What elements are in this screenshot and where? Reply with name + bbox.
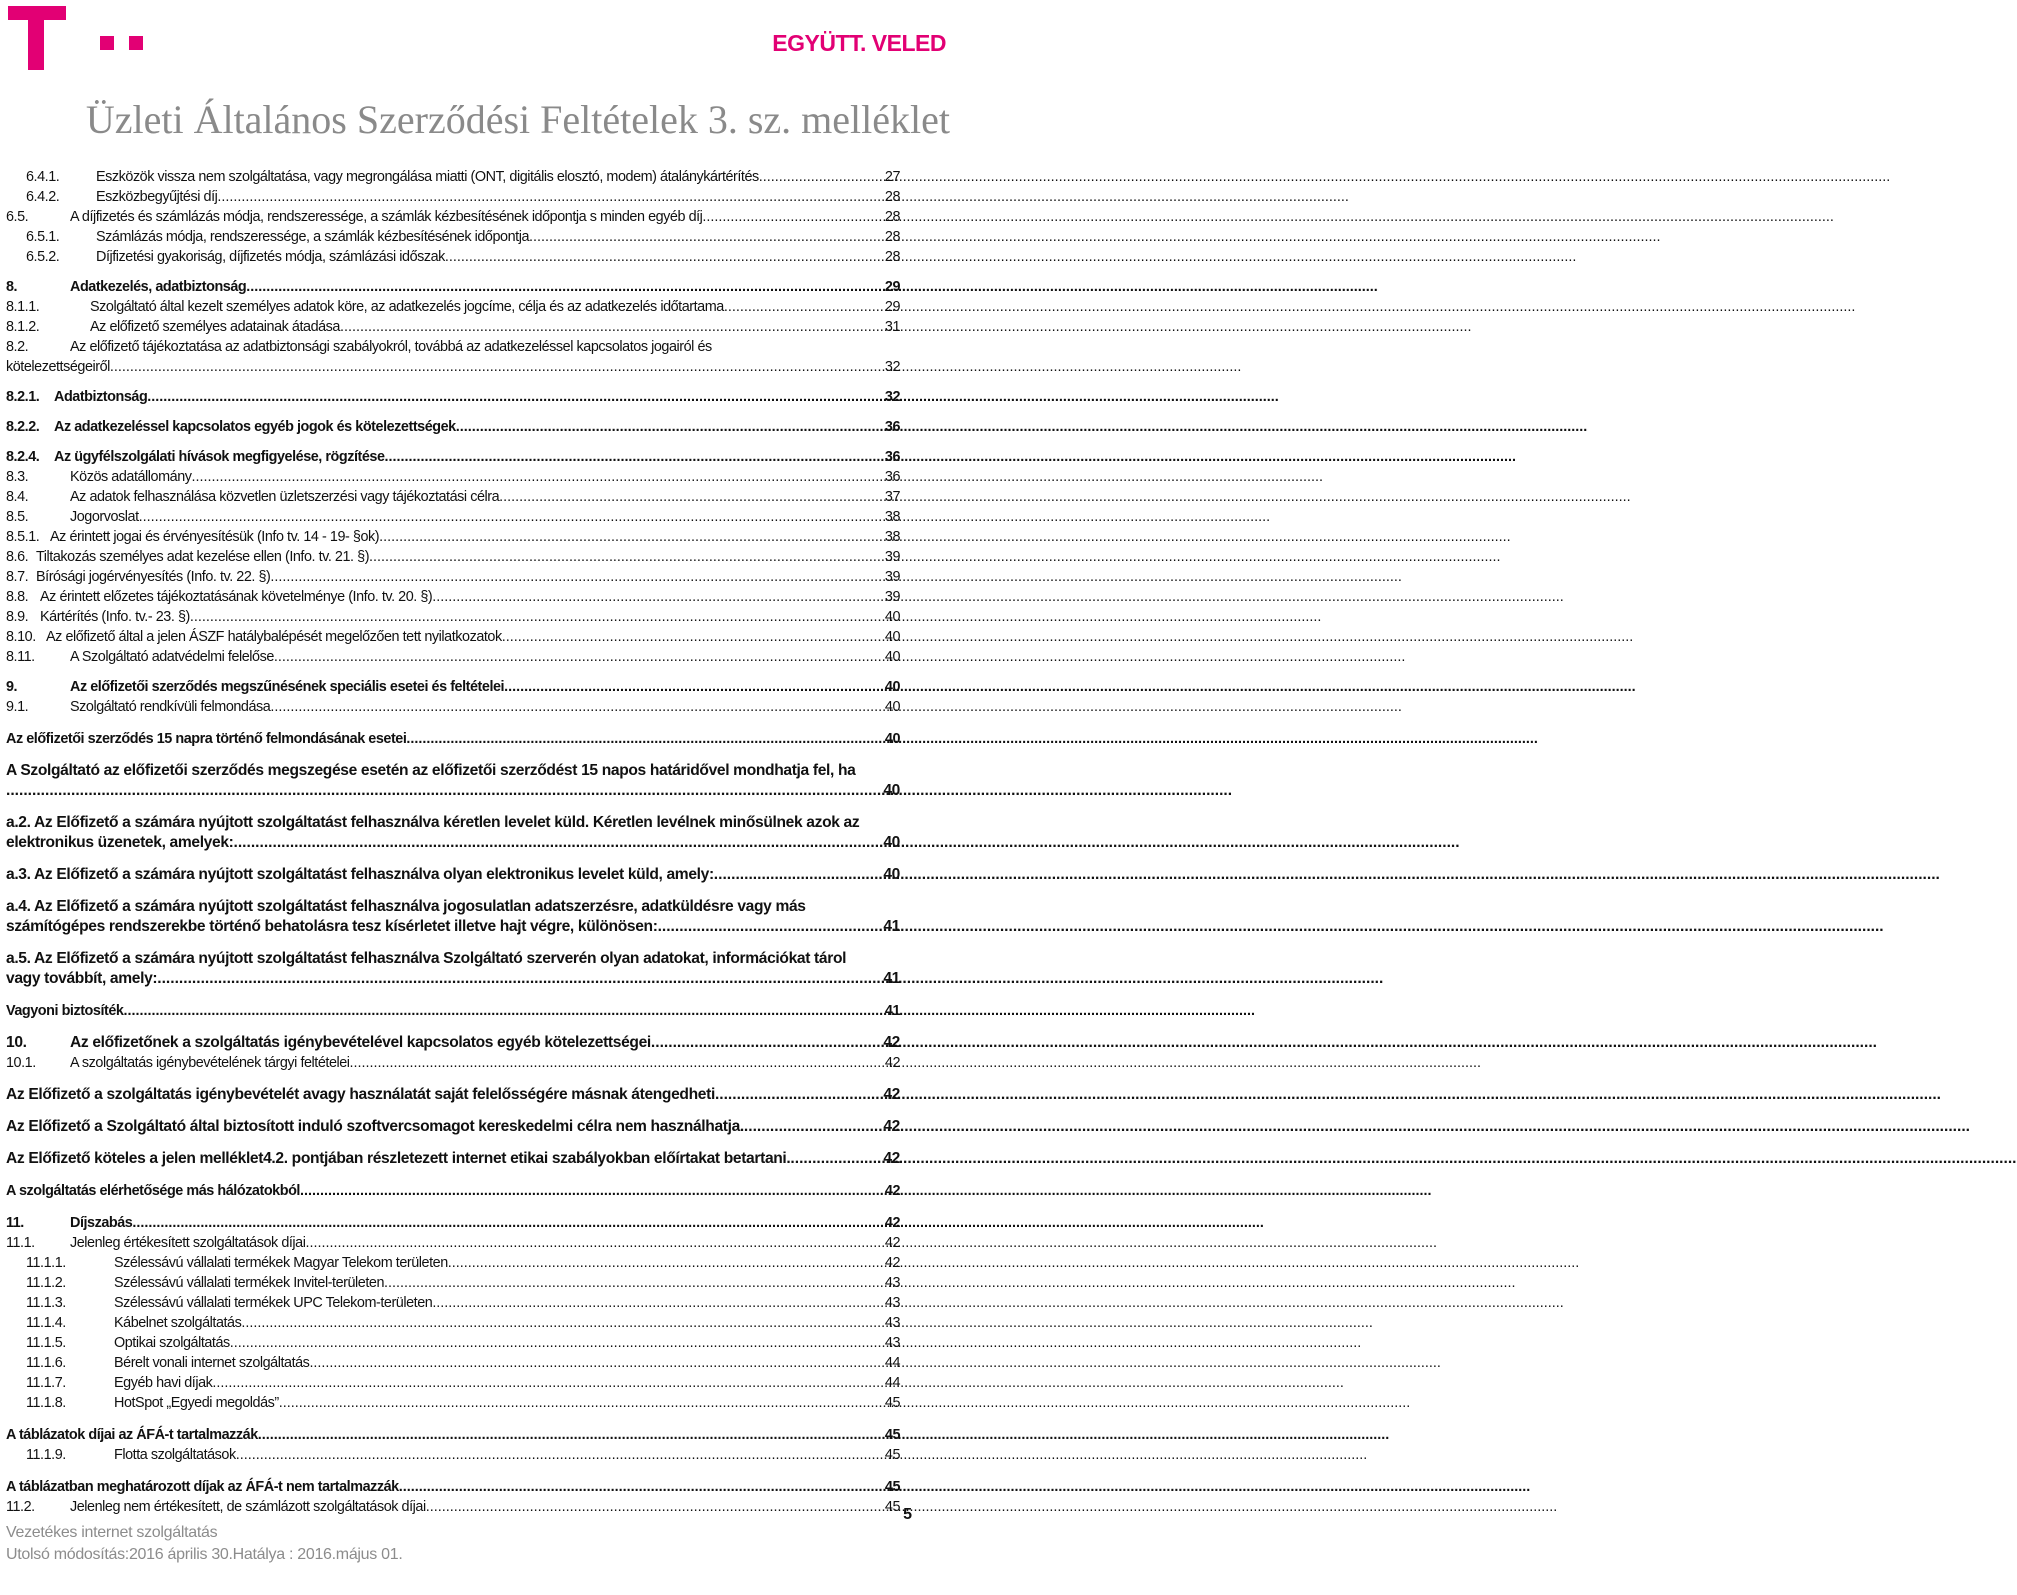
- toc-entry-page: 28: [884, 209, 900, 225]
- toc-entry-number: 9.1.: [6, 699, 29, 715]
- toc-entry-number: 11.2.: [6, 1499, 35, 1515]
- toc-entry-page: 31: [884, 319, 900, 335]
- toc-dot-leader: [406, 729, 883, 749]
- toc-entry-page: 41: [883, 918, 900, 935]
- toc-dot-leader: [448, 1253, 884, 1273]
- toc-entry-page: 40: [884, 649, 900, 665]
- toc-entry-number: 8.2.: [6, 339, 29, 355]
- toc-entry-title-continued: kötelezettségeiről: [6, 359, 110, 375]
- toc-entry[interactable]: [6, 949, 900, 989]
- toc-entry-title: Az Előfizető a Szolgáltató által biztosított induló szoftvercsomagot kereskedelmi célra nem használhatja.: [6, 1118, 744, 1135]
- toc-entry-title: Díjszabás: [70, 1215, 133, 1231]
- toc-entry[interactable]: [6, 1085, 900, 1105]
- toc-entry[interactable]: [6, 227, 900, 247]
- toc-entry-page: 42: [883, 1034, 900, 1051]
- toc-dot-leader: [790, 1149, 882, 1169]
- toc-entry[interactable]: [6, 1393, 900, 1413]
- toc-entry[interactable]: [6, 1373, 900, 1393]
- toc-entry-title: Az érintett jogai és érvényesítésük (Info tv. 14 - 19- §ok): [50, 529, 380, 545]
- toc-entry-number: 9.: [6, 679, 18, 695]
- toc-entry-title: A táblázatban meghatározott díjak az ÁFÁ-t nem tartalmazzák: [6, 1479, 399, 1495]
- toc-entry-number: 6.4.2.: [26, 189, 60, 205]
- toc-entry-page: 45: [884, 1447, 900, 1463]
- toc-dot-leader: [456, 417, 884, 437]
- toc-entry[interactable]: [6, 1353, 900, 1373]
- toc-dot-leader: [270, 697, 884, 717]
- toc-entry[interactable]: [6, 1273, 900, 1293]
- toc-entry[interactable]: [6, 1293, 900, 1313]
- toc-entry-number: 8.1.1.: [6, 299, 40, 315]
- toc-entry-page: 39: [884, 569, 900, 585]
- toc-entry-number: 11.1.1.: [26, 1255, 66, 1271]
- toc-dot-leader: [241, 1313, 884, 1333]
- toc-dot-leader: [234, 833, 883, 853]
- toc-entry-number: 10.1.: [6, 1055, 36, 1071]
- toc-dot-leader: [274, 647, 884, 667]
- toc-dot-leader: [399, 1477, 884, 1497]
- toc-entry-title: A szolgáltatás elérhetősége más hálózatokból: [6, 1183, 300, 1199]
- toc-entry-page: 41: [883, 970, 900, 987]
- toc-entry[interactable]: [6, 587, 900, 607]
- toc-dot-leader: [658, 917, 883, 937]
- toc-entry-number: 6.5.2.: [26, 249, 60, 265]
- toc-entry-page: 28: [884, 229, 900, 245]
- toc-entry-title: Egyéb havi díjak: [114, 1375, 213, 1391]
- footer-modification-date: Utolsó módosítás:2016 április 30.Hatálya : 2016.május 01.: [6, 1546, 403, 1563]
- toc-entry-title: a.4. Az Előfizető a számára nyújtott szolgáltatást felhasználva jogosulatlan adatszerzésre, adatküldésre vagy más: [6, 898, 806, 915]
- toc-entry-number: 11.1.3.: [26, 1295, 66, 1311]
- toc-entry-page: 38: [884, 509, 900, 525]
- toc-dot-leader: [384, 1273, 884, 1293]
- toc-entry[interactable]: [6, 1497, 900, 1517]
- footer-service-name: Vezetékes internet szolgáltatás: [6, 1524, 218, 1541]
- toc-entry-title: Jelenleg értékesített szolgáltatások díjai: [70, 1235, 306, 1251]
- toc-entry-title: Jogorvoslat: [70, 509, 139, 525]
- toc-dot-leader: [340, 317, 884, 337]
- toc-dot-leader: [651, 1033, 882, 1053]
- toc-entry-page: 36: [884, 449, 900, 465]
- toc-entry-title: Vagyoni biztosíték: [6, 1003, 124, 1019]
- toc-entry[interactable]: [6, 1181, 900, 1201]
- toc-entry-title-continued: vagy továbbít, amely:: [6, 970, 158, 987]
- toc-entry-number: 11.: [6, 1215, 24, 1231]
- toc-entry-title: Szélessávú vállalati termékek Magyar Telekom területen: [114, 1255, 448, 1271]
- toc-entry-page: 40: [883, 866, 900, 883]
- toc-dot-leader: [123, 1001, 883, 1021]
- toc-entry[interactable]: [6, 627, 900, 647]
- toc-entry[interactable]: [6, 527, 900, 547]
- toc-dot-leader: [369, 547, 884, 567]
- toc-dot-leader: [6, 781, 882, 801]
- toc-entry[interactable]: [6, 487, 900, 507]
- toc-entry-page: 40: [883, 782, 900, 799]
- toc-entry-page: 41: [884, 1003, 900, 1019]
- toc-entry-title: Kábelnet szolgáltatás: [114, 1315, 242, 1331]
- toc-entry[interactable]: [6, 897, 900, 937]
- toc-entry-page: 45: [884, 1479, 900, 1495]
- toc-entry[interactable]: [6, 247, 900, 267]
- toc-entry-title: A díjfizetés és számlázás módja, rendszeressége, a számlák kézbesítésének időpontja s minden egyéb díj: [70, 209, 703, 225]
- toc-entry-page: 36: [884, 469, 900, 485]
- table-of-contents: [6, 167, 900, 1517]
- toc-entry-title: Az előfizetői szerződés 15 napra történő felmondásának esetei: [6, 731, 407, 747]
- toc-entry-page: 44: [884, 1355, 900, 1371]
- toc-dot-leader: [759, 167, 884, 187]
- toc-entry[interactable]: [6, 1425, 900, 1445]
- toc-entry[interactable]: [6, 761, 900, 801]
- toc-dot-leader: [217, 187, 884, 207]
- toc-entry-page: 39: [884, 549, 900, 565]
- toc-dot-leader: [702, 207, 883, 227]
- toc-entry-page: 40: [884, 699, 900, 715]
- toc-entry-title: Az előfizető tájékoztatása az adatbiztonsági szabályokról, továbbá az adatkezeléssel kapcsolatos jogairól és: [70, 339, 712, 355]
- toc-entry-number: 11.1.7.: [26, 1375, 66, 1391]
- toc-entry[interactable]: [6, 729, 900, 749]
- toc-entry-number: 8.3.: [6, 469, 29, 485]
- toc-entry[interactable]: [6, 387, 900, 407]
- toc-dot-leader: [445, 247, 884, 267]
- toc-dot-leader: [432, 1293, 884, 1313]
- toc-entry[interactable]: [6, 187, 900, 207]
- toc-entry[interactable]: [6, 317, 900, 337]
- toc-entry[interactable]: [6, 417, 900, 437]
- toc-entry-number: 8.6.: [6, 549, 29, 565]
- toc-dot-leader: [744, 1117, 882, 1137]
- toc-entry-title: A szolgáltatás igénybevételének tárgyi feltételei: [70, 1055, 350, 1071]
- toc-entry-title: Az előfizető személyes adatainak átadása: [90, 319, 340, 335]
- toc-entry[interactable]: [6, 337, 900, 377]
- toc-entry[interactable]: [6, 647, 900, 667]
- toc-entry-number: 11.1.8.: [26, 1395, 66, 1411]
- toc-entry-title: Szélessávú vállalati termékek UPC Telekom-területen: [114, 1295, 433, 1311]
- toc-entry[interactable]: [6, 297, 900, 317]
- toc-entry-title: Bérelt vonali internet szolgáltatás: [114, 1355, 310, 1371]
- toc-entry-title: HotSpot „Egyedi megoldás”: [114, 1395, 279, 1411]
- toc-entry[interactable]: [6, 607, 900, 627]
- toc-dot-leader: [502, 627, 884, 647]
- toc-entry-page: 40: [884, 731, 900, 747]
- toc-entry-page: 42: [884, 1215, 900, 1231]
- toc-entry-title: Közös adatállomány: [70, 469, 192, 485]
- toc-entry-number: 8.4.: [6, 489, 29, 505]
- toc-entry[interactable]: [6, 1149, 900, 1169]
- toc-entry-page: 42: [883, 1118, 900, 1135]
- toc-entry-page: 40: [884, 679, 900, 695]
- toc-entry-title: a.3. Az Előfizető a számára nyújtott szolgáltatást felhasználva olyan elektronikus levelet küld, amely:: [6, 866, 714, 883]
- toc-entry-title: Kártérítés (Info. tv.- 23. §): [40, 609, 190, 625]
- toc-entry-title: Adatkezelés, adatbiztonság: [70, 279, 247, 295]
- toc-dot-leader: [236, 1445, 884, 1465]
- toc-dot-leader: [529, 227, 884, 247]
- toc-entry-page: 28: [884, 249, 900, 265]
- toc-entry-title: A Szolgáltató adatvédelmi felelőse: [70, 649, 274, 665]
- toc-entry[interactable]: [6, 1477, 900, 1497]
- toc-entry-number: 11.1.4.: [26, 1315, 66, 1331]
- toc-entry-page: 42: [884, 1235, 900, 1251]
- toc-entry-number: 11.1.2.: [26, 1275, 66, 1291]
- toc-entry-title: Az előfizető által a jelen ÁSZF hatálybalépését megelőzően tett nyilatkozatok: [46, 629, 502, 645]
- toc-entry-page: 29: [884, 279, 900, 295]
- toc-dot-leader: [426, 1497, 884, 1517]
- toc-entry-page: 32: [884, 359, 900, 375]
- toc-entry-page: 40: [883, 834, 900, 851]
- toc-entry[interactable]: [6, 677, 900, 697]
- toc-entry[interactable]: [6, 507, 900, 527]
- toc-entry-page: 44: [884, 1375, 900, 1391]
- toc-dot-leader: [715, 1085, 882, 1105]
- toc-entry[interactable]: [6, 865, 900, 885]
- toc-entry-title: Az előfizetőnek a szolgáltatás igénybevételével kapcsolatos egyéb kötelezettségei: [70, 1034, 651, 1051]
- toc-entry-number: 8.5.1.: [6, 529, 40, 545]
- toc-entry[interactable]: [6, 567, 900, 587]
- toc-dot-leader: [212, 1373, 883, 1393]
- toc-dot-leader: [110, 357, 884, 377]
- toc-entry-number: 8.11.: [6, 649, 35, 665]
- toc-entry[interactable]: [6, 277, 900, 297]
- toc-dot-leader: [190, 607, 884, 627]
- toc-entry-title: A táblázatok díjai az ÁFÁ-t tartalmazzák: [6, 1427, 258, 1443]
- toc-entry-page: 29: [884, 299, 900, 315]
- toc-entry-number: 8.9.: [6, 609, 29, 625]
- toc-entry[interactable]: [6, 1001, 900, 1021]
- toc-entry-number: 8.8.: [6, 589, 29, 605]
- toc-entry-page: 40: [884, 609, 900, 625]
- toc-entry-number: 11.1.: [6, 1235, 35, 1251]
- toc-entry-title: Tiltakozás személyes adat kezelése ellen (Info. tv. 21. §): [36, 549, 370, 565]
- toc-entry-number: 10.: [6, 1034, 27, 1051]
- toc-dot-leader: [157, 969, 882, 989]
- toc-entry[interactable]: [6, 1253, 900, 1273]
- toc-entry[interactable]: [6, 1033, 900, 1053]
- toc-entry-title: a.2. Az Előfizető a számára nyújtott szolgáltatást felhasználva kéretlen levelet küld. Kéretlen levélnek minősülnek azok az: [6, 814, 860, 831]
- toc-entry[interactable]: [6, 547, 900, 567]
- toc-entry-page: 43: [884, 1295, 900, 1311]
- toc-entry-page: 42: [883, 1086, 900, 1103]
- toc-dot-leader: [504, 677, 884, 697]
- toc-entry-page: 43: [884, 1335, 900, 1351]
- toc-entry[interactable]: [6, 447, 900, 467]
- toc-entry-page: 36: [884, 419, 900, 435]
- toc-entry-page: 42: [884, 1183, 900, 1199]
- toc-entry-page: 42: [884, 1055, 900, 1071]
- toc-entry-title: Az adatok felhasználása közvetlen üzletszerzési vagy tájékoztatási célra: [70, 489, 500, 505]
- toc-entry-title-continued: számítógépes rendszerekbe történő behatolásra tesz kísérletet illetve hajt végre, különösen:: [6, 918, 658, 935]
- toc-dot-leader: [305, 1233, 883, 1253]
- toc-entry-title: Adatbiztonság: [54, 389, 148, 405]
- toc-dot-leader: [258, 1425, 884, 1445]
- toc-entry-page: 40: [884, 629, 900, 645]
- toc-dot-leader: [139, 507, 884, 527]
- toc-entry-title: A Szolgáltató az előfizetői szerződés megszegése esetén az előfizetői szerződést 15 napos határidővel mondhatja fel, ha: [6, 762, 856, 779]
- toc-entry-title: Optikai szolgáltatás: [114, 1335, 230, 1351]
- toc-entry[interactable]: [6, 813, 900, 853]
- brand-slogan: EGYÜTT. VELED: [772, 30, 946, 56]
- toc-entry-page: 38: [884, 529, 900, 545]
- toc-entry-title: Flotta szolgáltatások: [114, 1447, 236, 1463]
- toc-dot-leader: [379, 527, 884, 547]
- toc-dot-leader: [385, 447, 884, 467]
- toc-entry-page: 45: [884, 1427, 900, 1443]
- toc-entry[interactable]: [6, 1233, 900, 1253]
- toc-dot-leader: [230, 1333, 884, 1353]
- toc-entry[interactable]: [6, 167, 900, 187]
- toc-entry-number: 6.4.1.: [26, 169, 60, 185]
- toc-entry-page: 28: [884, 189, 900, 205]
- toc-entry-title: Az Előfizető köteles a jelen melléklet4.2. pontjában részletezett internet etikai szabályokban előírtakat betartani.: [6, 1150, 791, 1167]
- toc-entry-number: 8.5.: [6, 509, 29, 525]
- toc-entry-title: Bírósági jogérvényesítés (Info. tv. 22. §): [36, 569, 271, 585]
- toc-entry-title: Eszközbegyűjtési díj: [96, 189, 218, 205]
- toc-dot-leader: [270, 567, 884, 587]
- toc-entry-page: 42: [883, 1150, 900, 1167]
- toc-entry-title: Szolgáltató által kezelt személyes adatok köre, az adatkezelés jogcíme, célja és az adatkezelés időtartama: [90, 299, 724, 315]
- toc-entry-number: 8.1.2.: [6, 319, 40, 335]
- toc-entry[interactable]: [6, 1313, 900, 1333]
- toc-entry-page: 27: [884, 169, 900, 185]
- toc-entry-title: Jelenleg nem értékesített, de számlázott szolgáltatások díjai: [70, 1499, 426, 1515]
- logo-square: [129, 36, 143, 50]
- toc-entry-number: 11.1.5.: [26, 1335, 66, 1351]
- toc-entry-page: 42: [884, 1255, 900, 1271]
- toc-entry[interactable]: [6, 1213, 900, 1233]
- toc-entry-number: 8.2.1.: [6, 389, 40, 405]
- toc-dot-leader: [246, 277, 884, 297]
- toc-dot-leader: [724, 297, 884, 317]
- toc-entry[interactable]: [6, 1445, 900, 1465]
- toc-dot-leader: [192, 467, 884, 487]
- toc-entry-title: Az ügyfélszolgálati hívások megfigyelése, rögzítése: [54, 449, 385, 465]
- toc-entry-title: Szolgáltató rendkívüli felmondása: [70, 699, 271, 715]
- toc-entry[interactable]: [6, 1053, 900, 1073]
- toc-entry-title: Az Előfizető a szolgáltatás igénybevételét avagy használatát saját felelősségére másnak átengedheti: [6, 1086, 715, 1103]
- toc-dot-leader: [350, 1053, 884, 1073]
- toc-entry-title: Az érintett előzetes tájékoztatásának követelménye (Info. tv. 20. §): [40, 589, 433, 605]
- page-number: 5: [903, 1506, 912, 1523]
- toc-dot-leader: [714, 865, 883, 885]
- toc-entry[interactable]: [6, 207, 900, 227]
- toc-dot-leader: [132, 1213, 884, 1233]
- toc-entry-number: 6.5.: [6, 209, 29, 225]
- toc-entry-number: 8.2.4.: [6, 449, 40, 465]
- toc-entry[interactable]: [6, 697, 900, 717]
- toc-dot-leader: [432, 587, 884, 607]
- toc-entry-number: 6.5.1.: [26, 229, 60, 245]
- toc-entry-number: 11.1.9.: [26, 1447, 66, 1463]
- telekom-logo: [8, 6, 144, 76]
- toc-entry-page: 45: [884, 1395, 900, 1411]
- toc-entry-page: 43: [884, 1315, 900, 1331]
- toc-dot-leader: [300, 1181, 884, 1201]
- toc-entry-number: 8.10.: [6, 629, 36, 645]
- toc-entry-number: 8.2.2.: [6, 419, 40, 435]
- toc-entry-title: Az előfizetői szerződés megszűnésének speciális esetei és feltételei: [70, 679, 505, 695]
- toc-entry-title: Számlázás módja, rendszeressége, a számlák kézbesítésének időpontja: [96, 229, 529, 245]
- toc-dot-leader: [147, 387, 884, 407]
- toc-entry[interactable]: [6, 467, 900, 487]
- toc-entry-title: a.5. Az Előfizető a számára nyújtott szolgáltatást felhasználva Szolgáltató szerverén olyan adatokat, információkat tárol: [6, 950, 847, 967]
- toc-dot-leader: [309, 1353, 883, 1373]
- toc-entry[interactable]: [6, 1333, 900, 1353]
- toc-entry-page: 43: [884, 1275, 900, 1291]
- toc-entry-title: Díjfizetési gyakoriság, díjfizetés módja, számlázási időszak: [96, 249, 445, 265]
- toc-entry[interactable]: [6, 1117, 900, 1137]
- toc-entry-page: 37: [884, 489, 900, 505]
- toc-entry-page: 39: [884, 589, 900, 605]
- toc-entry-title: Szélessávú vállalati termékek Invitel-területen: [114, 1275, 384, 1291]
- toc-entry-number: 8.7.: [6, 569, 29, 585]
- logo-square: [100, 36, 114, 50]
- toc-dot-leader: [499, 487, 884, 507]
- logo-t-stem: [28, 6, 44, 70]
- toc-dot-leader: [279, 1393, 884, 1413]
- toc-entry-number: 11.1.6.: [26, 1355, 66, 1371]
- toc-entry-page: 32: [884, 389, 900, 405]
- toc-entry-title: Az adatkezeléssel kapcsolatos egyéb jogok és kötelezettségek: [54, 419, 456, 435]
- document-title: Üzleti Általános Szerződési Feltételek 3. sz. melléklet: [85, 97, 950, 142]
- toc-entry-number: 8.: [6, 279, 18, 295]
- toc-entry-title-continued: elektronikus üzenetek, amelyek:: [6, 834, 234, 851]
- toc-entry-title: Eszközök vissza nem szolgáltatása, vagy megrongálása miatti (ONT, digitális elosztó, modem) átalánykártérítés: [96, 169, 759, 185]
- toc-entry-page: 45: [884, 1499, 900, 1515]
